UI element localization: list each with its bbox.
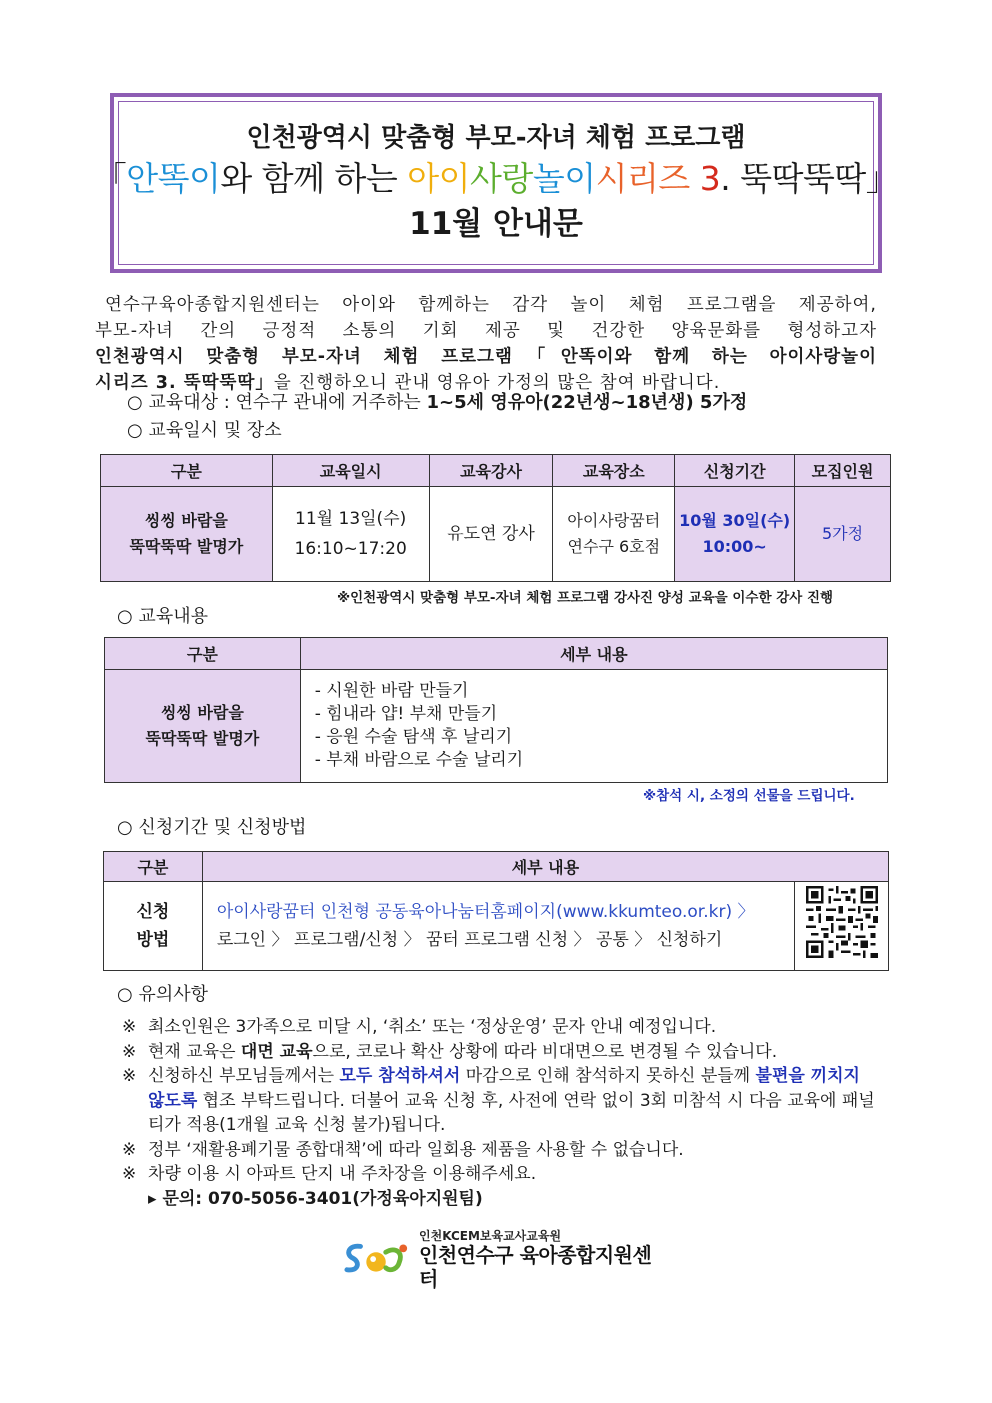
apply-steps: 로그인 〉 프로그램/신청 〉 꿈터 프로그램 신청 〉 공통 〉 신청하기: [216, 930, 723, 950]
title-ttukttak: . 뚝딱뚝딱」: [720, 159, 899, 198]
caution-n2-c: 으로, 코로나 확산 상황에 따라 비대면으로 변경될 수 있습니다.: [312, 1041, 778, 1062]
caution-item: [122, 1040, 882, 1065]
target-bold: 1~5세 영유아(22년생~18년생) 5가정: [426, 392, 748, 413]
contact-line: ▸ 문의: 070-5056-3401(가정육아지원팀): [148, 1188, 483, 1209]
apply-homepage-link[interactable]: 아이사랑꿈터 인천형 공동육아나눔터홈페이지(www.kkumteo.or.kr) 〉: [216, 902, 755, 922]
apply-detail-cell: [202, 882, 794, 971]
schedule-header-cell: 신청기간: [675, 455, 795, 487]
list-item: - 부채 바람으로 수술 날리기: [314, 750, 524, 770]
schedule-capacity-cell: [795, 487, 891, 582]
list-item: - 시원한 바람 만들기: [314, 681, 469, 701]
schedule-place-l1: 아이사랑꿈터: [567, 511, 661, 530]
target-prefix: ○ 교육대상 : 연수구 관내에 거주하는: [127, 392, 427, 413]
title-ai: 아이: [407, 159, 471, 198]
caution-n3-bold: 모두 참석하셔서: [339, 1066, 461, 1086]
title-antoki: 안똑이: [126, 159, 221, 198]
content-note: ※참석 시, 소정의 선물을 드립니다.: [643, 788, 855, 804]
content-program-l1: 씽씽 바람을: [160, 703, 244, 722]
schedule-date-cell: [272, 487, 429, 582]
schedule-date-l1: 11월 13일(수): [295, 509, 407, 529]
caution-item: [122, 1064, 882, 1138]
caution-item: [122, 1138, 882, 1163]
schedule-header-cell: 구분: [101, 455, 273, 487]
apply-label-cell: [104, 882, 203, 971]
content-program-l2: 뚝딱뚝딱 발명가: [145, 729, 260, 748]
content-heading: ○ 교육내용: [117, 606, 208, 627]
caution-n3-a: 신청하신 부모님들께서는: [148, 1066, 340, 1086]
schedule-place-l2: 연수구 6호점: [567, 537, 661, 556]
caution-mark: ※: [122, 1066, 137, 1086]
list-item: - 응원 수술 탐색 후 날리기: [314, 727, 513, 747]
title-box: [93, 93, 899, 273]
title-nori: 놀이: [532, 159, 596, 198]
target-line: [127, 390, 747, 416]
center-logo-icon: [343, 1240, 411, 1280]
content-header-cell: 세부 내용: [300, 638, 887, 670]
title-number: 3: [689, 159, 721, 198]
caution-text: 최소인원은 3가족으로 미달 시, ‘취소’ 또는 ‘정상운영’ 문자 안내 예정입니다.: [148, 1017, 717, 1037]
caution-text: 정부 ‘재활용폐기물 종합대책’에 따라 일회용 제품을 사용할 수 없습니다.: [148, 1139, 684, 1160]
caution-n3-bold2: 불편을 끼치지 않도록: [148, 1066, 860, 1111]
apply-row: [104, 882, 889, 971]
schedule-date-l2: 16:10~17:20: [294, 539, 407, 559]
content-detail-cell: [300, 670, 887, 783]
content-table: [104, 637, 888, 783]
content-header-cell: 구분: [105, 638, 301, 670]
title-inner: [93, 101, 899, 265]
schedule-program-l2: 뚝딱뚝딱 발명가: [129, 537, 244, 556]
schedule-header-row: [101, 455, 891, 487]
caution-n2-bold: 대면 교육: [240, 1041, 313, 1062]
caution-n3-c: 마감으로 인해 참석하지 못하신 분들께: [460, 1066, 756, 1086]
caution-n3-e: 협조 부탁드립니다. 더불어 교육 신청 후, 사전에 연락 없이 3회 미참석 시 다음 교육에 패널티가 적용(1개월 교육 신청 불가)됩니다.: [148, 1090, 875, 1135]
title-bracket-open: 「: [93, 159, 127, 198]
intro-line4-rest: 을 진행하오니 관내 영유아 가정의 많은 참여 바랍니다.: [273, 373, 721, 393]
caution-mark: ※: [122, 1041, 137, 1062]
title-sarang: 사랑: [470, 159, 533, 198]
intro-line3: [95, 344, 877, 370]
apply-heading: ○ 신청기간 및 신청방법: [117, 817, 307, 838]
caution-mark: ※: [122, 1139, 137, 1160]
schedule-header-cell: 교육장소: [553, 455, 675, 487]
intro-line3-bold: 인천광역시 맞춤형 부모-자녀 체험 프로그램「안똑이와 함께 하는 아이사랑놀이: [95, 347, 877, 367]
schedule-program-l1: 씽씽 바람을: [144, 511, 228, 530]
title-line1: 인천광역시 맞춤형 부모-자녀 체험 프로그램: [246, 123, 746, 153]
title-line2: [94, 156, 898, 202]
schedule-capacity: 5가정: [822, 524, 864, 543]
caution-item: [122, 1015, 882, 1040]
intro-paragraph: [95, 292, 877, 396]
schedule-heading: ○ 교육일시 및 장소: [127, 420, 282, 441]
schedule-period-l1: 10월 30일(수): [679, 511, 791, 530]
list-item: - 힘내라 얍! 부채 만들기: [314, 704, 498, 724]
title-with: 와 함께 하는: [220, 159, 408, 198]
schedule-place-cell: [553, 487, 675, 582]
caution-text: [148, 1040, 882, 1065]
apply-label-l1: 신청: [136, 902, 170, 922]
apply-qr-cell: [795, 882, 889, 971]
schedule-header-cell: 교육강사: [429, 455, 553, 487]
schedule-period-cell: [675, 487, 795, 582]
intro-line4-bold: 시리즈 3. 뚝딱뚝딱」: [95, 373, 274, 393]
logo-subtitle: 인천KCEM보육교사교육원: [419, 1229, 562, 1243]
schedule-program-cell: [101, 487, 273, 582]
schedule-header-cell: 교육일시: [272, 455, 429, 487]
schedule-table: [100, 454, 891, 582]
content-program-cell: [105, 670, 301, 783]
apply-header-cell: 세부 내용: [202, 852, 888, 882]
caution-heading: ○ 유의사항: [117, 984, 208, 1005]
schedule-instructor-cell: 유도연 강사: [429, 487, 553, 582]
schedule-period-l2: 10:00~: [702, 537, 767, 556]
caution-text: [148, 1064, 882, 1138]
apply-label-l2: 방법: [136, 930, 170, 950]
schedule-note: ※인천광역시 맞춤형 부모-자녀 체험 프로그램 강사진 양성 교육을 이수한 강사 진행: [337, 590, 834, 606]
schedule-row: [101, 487, 891, 582]
content-header-row: [105, 638, 888, 670]
caution-item: [122, 1162, 882, 1187]
qr-code-icon[interactable]: [806, 886, 878, 958]
center-logo: [343, 1229, 663, 1291]
apply-table: [103, 851, 889, 971]
schedule-header-cell: 모집인원: [795, 455, 891, 487]
caution-mark: ※: [122, 1164, 137, 1184]
caution-n2-a: 현재 교육은: [148, 1041, 241, 1062]
center-logo-text: [419, 1229, 663, 1291]
apply-header-row: [104, 852, 889, 882]
content-row: [105, 670, 888, 783]
logo-title: 인천연수구 육아종합지원센터: [419, 1243, 652, 1291]
intro-line1: 연수구육아종합지원센터는 아이와 함께하는 감각 놀이 체험 프로그램을 제공하여,: [105, 295, 877, 315]
intro-line2: 부모-자녀 간의 긍정적 소통의 기회 제공 및 건강한 양육문화를 형성하고자: [95, 321, 877, 341]
title-line3: 11월 안내문: [409, 206, 583, 242]
caution-mark: ※: [122, 1017, 137, 1037]
caution-text: 차량 이용 시 아파트 단지 내 주차장을 이용해주세요.: [148, 1164, 537, 1184]
apply-header-cell: 구분: [104, 852, 203, 882]
title-series: 시리즈: [595, 159, 690, 198]
caution-list: [122, 1015, 882, 1211]
